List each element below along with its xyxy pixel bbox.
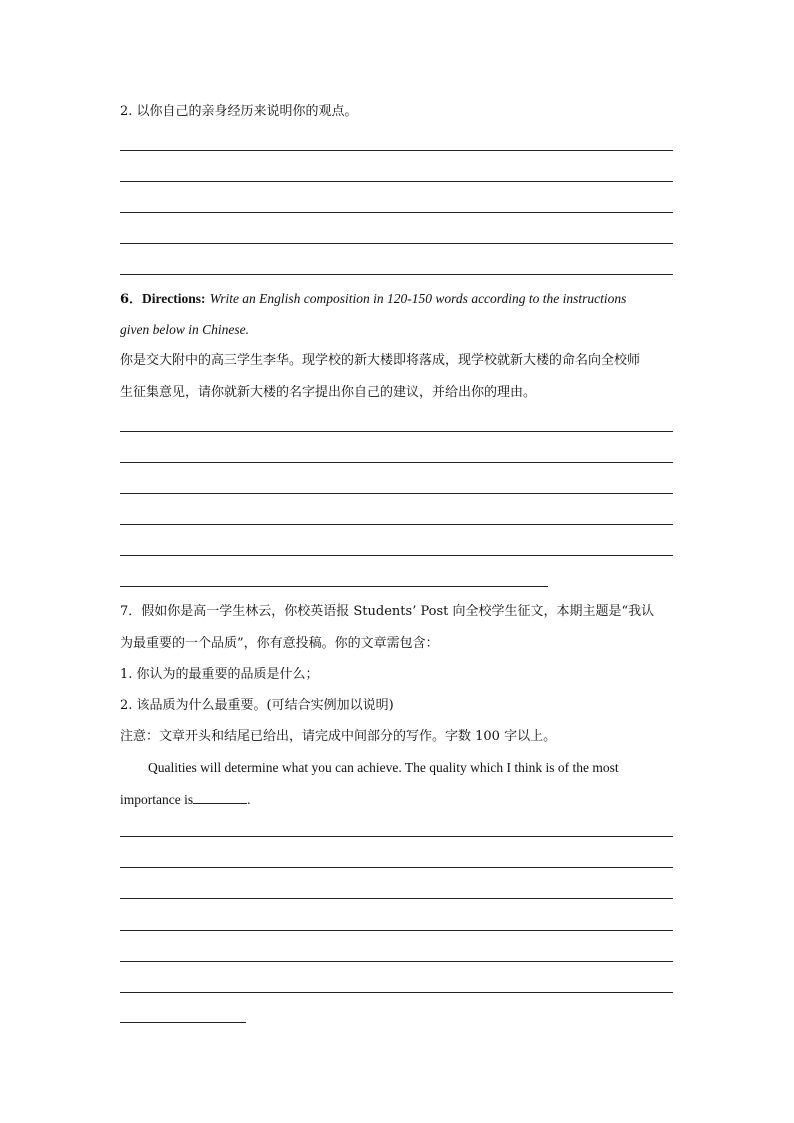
q7-opening-2 xyxy=(120,791,250,808)
q6-prompt-line-2: 生征集意见，请你就新大楼的名字提出你自己的建议，并给出你的理由。 xyxy=(120,385,537,400)
answer-line[interactable] xyxy=(120,524,673,525)
fill-blank[interactable] xyxy=(193,791,247,804)
answer-line[interactable] xyxy=(120,181,673,182)
q5-item-2: 2. 以你自己的亲身经历来说明你的观点。 xyxy=(120,104,358,119)
answer-line[interactable] xyxy=(120,462,673,463)
q7-opening-1: Qualities will determine what you can achieve. The quality which I think is of the most xyxy=(148,760,619,775)
q7-item-1: 1. 你认为的最重要的品质是什么； xyxy=(120,667,319,682)
q7-opening-2a: importance is xyxy=(120,792,194,807)
answer-line[interactable] xyxy=(120,992,673,993)
answer-line[interactable] xyxy=(120,867,673,868)
answer-line[interactable] xyxy=(120,493,673,494)
answer-line[interactable] xyxy=(120,150,673,151)
answer-line[interactable] xyxy=(120,930,673,931)
q7-note: 注意：文章开头和结尾已给出，请完成中间部分的写作。字数 100 字以上。 xyxy=(120,729,557,744)
answer-line[interactable] xyxy=(120,555,673,556)
q6-directions-text-1: Write an English composition in 120-150 words according to the instructions xyxy=(209,291,627,306)
q6-prompt-line-1: 你是交大附中的高三学生李华。现学校的新大楼即将落成，现学校就新大楼的命名向全校师 xyxy=(120,353,641,368)
answer-line-short[interactable] xyxy=(120,1022,246,1023)
answer-line[interactable] xyxy=(120,898,673,899)
q6-directions-label: Directions: xyxy=(142,291,206,306)
q6-directions xyxy=(120,291,626,308)
answer-line-short[interactable] xyxy=(120,586,548,587)
answer-line[interactable] xyxy=(120,431,673,432)
q7-line-2: 为最重要的一个品质”，你有意投稿。你的文章需包含： xyxy=(120,636,439,651)
answer-line[interactable] xyxy=(120,274,673,275)
q6-number: 6． xyxy=(120,292,143,307)
q7-line-1: 7．假如你是高一学生林云，你校英语报 Students’ Post 向全校学生征文，本期主题是“我认 xyxy=(120,604,655,619)
q7-opening-2b: . xyxy=(247,792,251,807)
answer-line[interactable] xyxy=(120,212,673,213)
answer-line[interactable] xyxy=(120,836,673,837)
answer-line[interactable] xyxy=(120,243,673,244)
q6-directions-text-2: given below in Chinese. xyxy=(120,322,249,337)
answer-line[interactable] xyxy=(120,961,673,962)
q7-item-2: 2. 该品质为什么最重要。(可结合实例加以说明) xyxy=(120,698,394,713)
